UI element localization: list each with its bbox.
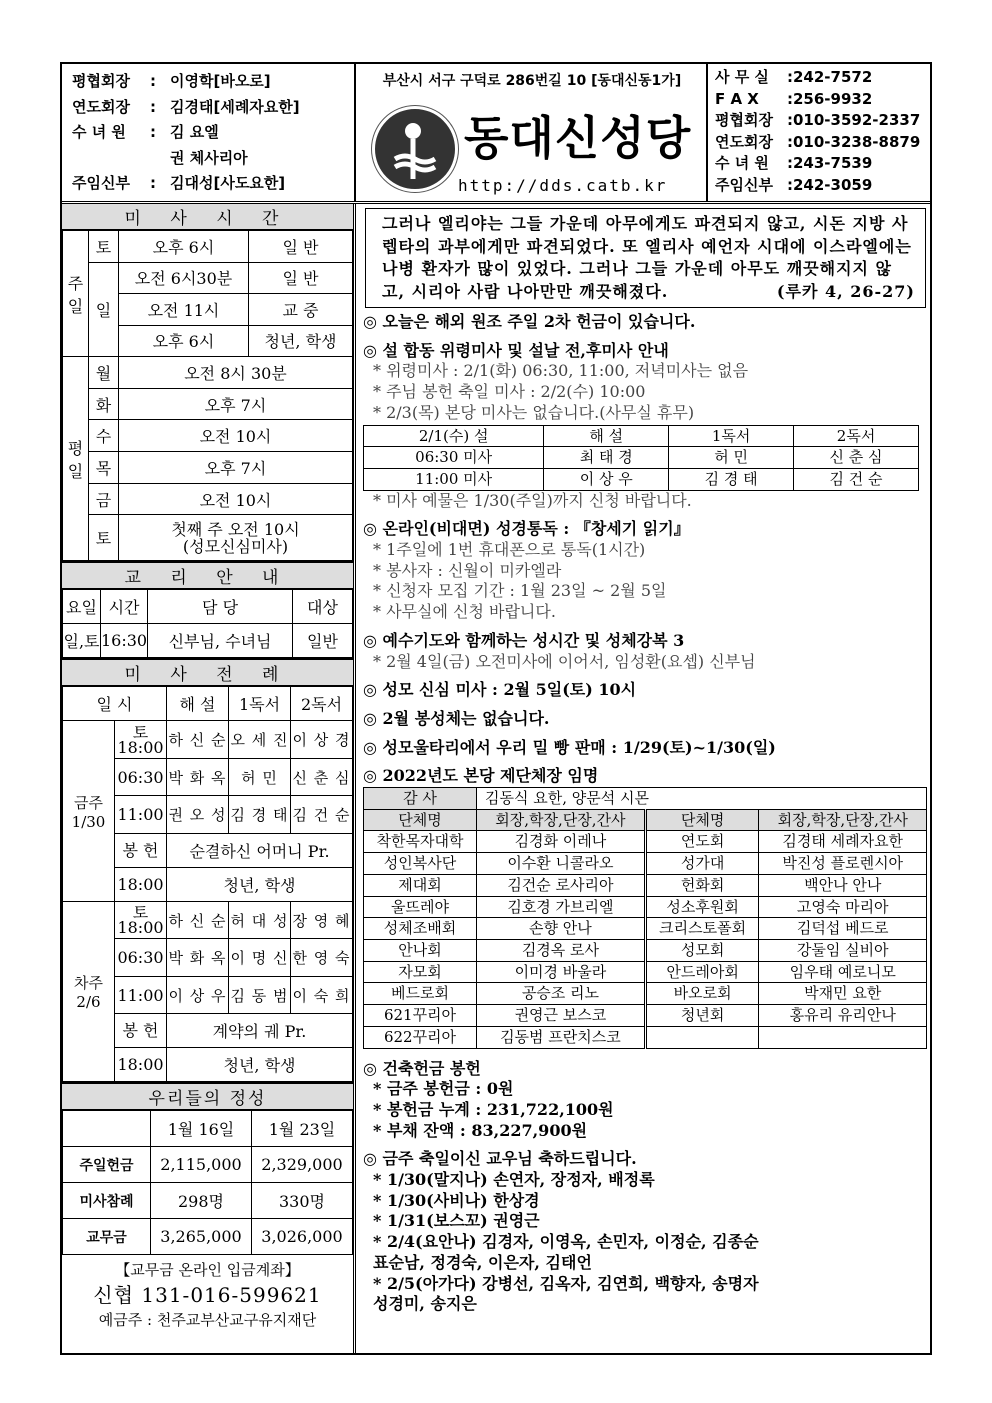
org-header: 회장,학장,단장,간사 <box>477 809 646 831</box>
offerings-title: 우리들의 정성 <box>62 1082 353 1110</box>
bulletin <box>60 62 932 1355</box>
scripture-reference: (루카 4, 26-27) <box>776 281 915 301</box>
org-name: 울뜨레야 <box>364 896 477 918</box>
day-label: 월 <box>89 357 119 389</box>
liturgy-reader: 이 숙 희 <box>291 976 353 1014</box>
offerings-label: 주일헌금 <box>63 1147 151 1183</box>
offerings-value: 3,265,000 <box>151 1219 252 1255</box>
offerings-label: 교무금 <box>63 1219 151 1255</box>
mass-table-cell: 허 민 <box>669 447 794 469</box>
colon: : <box>150 123 156 141</box>
contact-number: :256-9932 <box>787 89 873 108</box>
liturgy-time: 봉 헌 <box>115 833 167 867</box>
org-leader: 김경태 세례자요한 <box>759 831 927 853</box>
account-number: 신협 131-016-599621 <box>93 1283 322 1308</box>
mass-time: 오후 6시 <box>119 325 249 357</box>
announcement-item: * 미사 예물은 1/30(주일)까지 신청 바랍니다. <box>373 490 692 510</box>
liturgy-group: 청년, 학생 <box>167 1048 353 1082</box>
announcement-item: * 1/31(보스꼬) 권영근 <box>373 1211 540 1231</box>
org-leader: 백안나 안나 <box>759 874 927 896</box>
org-name: 베드로회 <box>364 983 477 1005</box>
liturgy-group: 순결하신 어머니 Pr. <box>167 833 353 867</box>
liturgy-reader: 이 상 우 <box>167 976 229 1014</box>
church-title-block <box>358 64 708 201</box>
org-name: 안나회 <box>364 939 477 961</box>
mass-time: 오후 7시 <box>119 452 353 484</box>
liturgy-table <box>62 686 353 1082</box>
announcement-item: * 1/30(사비나) 한상경 <box>373 1190 540 1210</box>
officer-role: 연도회장 <box>72 97 130 116</box>
contact-row <box>715 67 930 89</box>
colon: : <box>150 174 156 192</box>
org-name: 성모회 <box>645 939 759 961</box>
announcement-item: * 부채 잔액 : 83,227,900원 <box>373 1120 588 1140</box>
org-leader: 이미경 바울라 <box>477 961 646 983</box>
liturgy-reader: 허 민 <box>229 758 291 796</box>
week-label: 금주 1/30 <box>63 721 115 902</box>
announcement-item: 성경미, 송지은 <box>373 1294 477 1314</box>
liturgy-header: 일 시 <box>63 687 167 721</box>
liturgy-reader: 박 화 옥 <box>167 939 229 977</box>
contact-row <box>715 110 930 132</box>
liturgy-reader: 이 명 신 <box>229 939 291 977</box>
announcement-item: * 사무실에 신청 바랍니다. <box>373 602 556 622</box>
contact-number: :010-3592-2337 <box>787 111 921 129</box>
mass-time: 오전 11시 <box>119 294 249 326</box>
announcement-item: * 신청자 모집 기간 : 1월 23일 ~ 2월 5일 <box>373 581 667 601</box>
liturgy-reader: 권 오 성 <box>167 796 229 834</box>
organization-table <box>363 787 927 1048</box>
contact-label: 사 무 실 <box>715 68 769 86</box>
announcement-title: ◎ 설 합동 위령미사 및 설날 전,후미사 안내 <box>363 340 669 360</box>
new-year-mass-table <box>363 425 919 491</box>
officer-role: 평협회장 <box>72 72 130 90</box>
org-leader: 공승조 리노 <box>477 983 646 1005</box>
contact-row <box>715 153 930 175</box>
officer-row <box>72 146 354 172</box>
contact-number: :242-7572 <box>787 68 873 86</box>
liturgy-reader: 허 대 성 <box>229 901 291 939</box>
org-name: 청년회 <box>645 1005 759 1027</box>
liturgy-time: 토 18:00 <box>115 901 167 939</box>
mass-table-cell: 김 경 태 <box>669 468 794 490</box>
mass-table-cell: 2독서 <box>794 425 919 447</box>
contact-row <box>715 89 930 111</box>
announcement-title: ◎ 금주 축일이신 교우님 축하드립니다. <box>363 1149 637 1169</box>
liturgy-reader: 하 신 순 <box>167 721 229 759</box>
offerings-value: 330명 <box>252 1183 353 1219</box>
mass-table-cell: 김 건 순 <box>794 468 919 490</box>
org-leader: 권영근 보스코 <box>477 1005 646 1027</box>
announcement-item: * 주님 봉헌 축일 미사 : 2/2(수) 10:00 <box>373 382 646 402</box>
announcement-title: ◎ 성모울타리에서 우리 밀 빵 판매 : 1/29(토)~1/30(일) <box>363 737 776 757</box>
announcement-title: ◎ 오늘은 해외 원조 주일 2차 헌금이 있습니다. <box>363 312 696 331</box>
officers-list <box>62 64 356 201</box>
announcement-item: 표순남, 정경숙, 이은자, 김태언 <box>373 1252 592 1272</box>
contact-label: F A X <box>715 89 759 108</box>
mass-table-cell: 최 태 경 <box>544 447 669 469</box>
catechism-cell: 일,토 <box>63 624 101 658</box>
mass-table-cell: 2/1(수) 설 <box>364 425 544 447</box>
offerings-value: 2,329,000 <box>252 1147 353 1183</box>
org-leader: 김동범 프란치스코 <box>477 1026 646 1048</box>
officer-name: 김대성[사도요한] <box>170 174 286 192</box>
announcement-item: * 1주일에 1번 휴대폰으로 통독(1시간) <box>373 540 646 560</box>
org-leader: 손향 안나 <box>477 918 646 940</box>
liturgy-header: 1독서 <box>229 687 291 721</box>
church-name: 동대신성당 <box>464 111 692 165</box>
liturgy-reader: 김 건 순 <box>291 796 353 834</box>
officer-name: 김 요엘 <box>170 123 219 141</box>
announcement-item: * 봉사자 : 신월이 미카엘라 <box>373 560 562 580</box>
liturgy-time: 06:30 <box>115 939 167 977</box>
contact-label: 수 녀 원 <box>715 154 769 172</box>
officer-row <box>72 120 354 146</box>
org-leader: 강둘임 실비아 <box>759 939 927 961</box>
sunday-label: 주일 <box>63 231 89 357</box>
org-leader: 김덕섭 베드로 <box>759 918 927 940</box>
announcement-item: * 2/3(목) 본당 미사는 없습니다.(사무실 휴무) <box>373 402 695 422</box>
liturgy-time: 11:00 <box>115 976 167 1014</box>
liturgy-header: 해 설 <box>167 687 229 721</box>
account-info <box>62 1255 353 1333</box>
org-name: 성인복사단 <box>364 853 477 875</box>
offerings-value: 298명 <box>151 1183 252 1219</box>
org-leader: 고영숙 마리아 <box>759 896 927 918</box>
day-label: 수 <box>89 420 119 452</box>
officer-name: 김경태[세례자요한] <box>170 97 300 116</box>
mass-times-title: 미 사 시 간 <box>62 204 353 230</box>
catechism-header: 요일 <box>63 590 101 624</box>
officer-name: 이영학[바오로] <box>170 72 271 90</box>
org-name: 제대회 <box>364 874 477 896</box>
mass-table-cell: 1독서 <box>669 425 794 447</box>
org-leader: 박재민 요한 <box>759 983 927 1005</box>
liturgy-title: 미 사 전 례 <box>62 658 353 686</box>
mass-times-table <box>62 230 353 561</box>
liturgy-reader: 한 영 숙 <box>291 939 353 977</box>
org-name: 성소후원회 <box>645 896 759 918</box>
offerings-header <box>63 1111 151 1147</box>
org-name: 착한목자대학 <box>364 831 477 853</box>
catechism-header: 대상 <box>293 590 353 624</box>
officer-row <box>72 69 354 95</box>
announcements <box>363 312 926 1315</box>
catechism-header: 담 당 <box>148 590 293 624</box>
org-name: 크리스토폴회 <box>645 918 759 940</box>
org-leader: 김건순 로사리아 <box>477 874 646 896</box>
day-label: 금 <box>89 483 119 515</box>
liturgy-time: 06:30 <box>115 758 167 796</box>
officer-role: 수 녀 원 <box>72 123 126 141</box>
contact-number: :242-3059 <box>787 175 873 194</box>
contacts-list <box>710 64 930 196</box>
org-name: 622꾸리아 <box>364 1026 477 1048</box>
mass-type: 일 반 <box>249 231 353 263</box>
announcement-item: * 2/5(아가다) 강병선, 김옥자, 김연희, 백향자, 송명자 <box>373 1273 759 1293</box>
mass-table-cell: 신 춘 심 <box>794 447 919 469</box>
officer-role: 주임신부 <box>72 174 130 192</box>
officer-name: 권 체사리아 <box>170 148 248 167</box>
liturgy-time: 11:00 <box>115 796 167 834</box>
contact-label: 연도회장 <box>715 132 773 151</box>
announcement-title: ◎ 2022년도 본당 제단체장 임명 <box>363 766 599 786</box>
announcement-title: ◎ 2월 봉성체는 없습니다. <box>363 708 550 728</box>
liturgy-reader: 김 경 태 <box>229 796 291 834</box>
liturgy-reader: 이 상 경 <box>291 721 353 759</box>
announcement-title: ◎ 예수기도와 함께하는 성시간 및 성체강복 3 <box>363 630 685 650</box>
org-name <box>645 1026 759 1048</box>
liturgy-time: 18:00 <box>115 1048 167 1082</box>
officer-row <box>72 95 354 121</box>
mass-time: 오전 8시 30분 <box>119 357 353 389</box>
liturgy-group: 청년, 학생 <box>167 867 353 901</box>
liturgy-header: 2독서 <box>291 687 353 721</box>
announcement-item: * 1/30(말지나) 손연자, 장정자, 배정록 <box>373 1170 655 1190</box>
day-label: 일 <box>89 262 119 357</box>
announcement-title: ◎ 성모 신심 미사 : 2월 5일(토) 10시 <box>363 680 637 700</box>
liturgy-reader: 김 동 범 <box>229 976 291 1014</box>
colon: : <box>150 97 156 116</box>
org-name: 헌화회 <box>645 874 759 896</box>
org-name: 성체조배회 <box>364 918 477 940</box>
org-header: 단체명 <box>364 809 477 831</box>
org-leader: 김경옥 로사 <box>477 939 646 961</box>
day-label: 화 <box>89 388 119 420</box>
mass-table-cell: 해 설 <box>544 425 669 447</box>
org-name: 안드레아회 <box>645 961 759 983</box>
officer-role <box>72 146 150 172</box>
mass-time: 오전 10시 <box>119 420 353 452</box>
mass-table-cell: 이 상 우 <box>544 468 669 490</box>
announcement-item: * 2/4(요안나) 김경자, 이영옥, 손민자, 이정순, 김종순 <box>373 1232 759 1252</box>
auditor-names: 김동식 요한, 양문석 시몬 <box>477 788 927 810</box>
mass-time: 오후 6시 <box>119 231 249 263</box>
day-label: 토 <box>89 515 119 561</box>
announcement-item: * 위령미사 : 2/1(화) 06:30, 11:00, 저녁미사는 없음 <box>373 361 749 381</box>
mass-table-cell: 11:00 미사 <box>364 468 544 490</box>
colon <box>150 146 170 172</box>
mass-time: 첫째 주 오전 10시 (성모신심미사) <box>119 515 353 561</box>
org-leader: 홍유리 유리안나 <box>759 1005 927 1027</box>
contact-number: :010-3238-8879 <box>787 132 921 151</box>
org-name: 성가대 <box>645 853 759 875</box>
offerings-header: 1월 16일 <box>151 1111 252 1147</box>
org-leader: 박진성 플로렌시아 <box>759 853 927 875</box>
auditor-label: 감 사 <box>364 788 477 810</box>
mass-time: 오전 6시30분 <box>119 262 249 294</box>
liturgy-time: 봉 헌 <box>115 1014 167 1048</box>
contact-label: 평협회장 <box>715 111 773 129</box>
contact-label: 주임신부 <box>715 175 773 194</box>
liturgy-reader: 박 화 옥 <box>167 758 229 796</box>
mass-time: 오후 7시 <box>119 388 353 420</box>
org-name: 연도회 <box>645 831 759 853</box>
org-name: 바오로회 <box>645 983 759 1005</box>
colon: : <box>150 72 156 90</box>
liturgy-group: 계약의 궤 Pr. <box>167 1014 353 1048</box>
catechism-cell: 16:30 <box>101 624 148 658</box>
liturgy-reader: 장 영 혜 <box>291 901 353 939</box>
left-column <box>62 204 356 1353</box>
org-leader: 김경화 이레나 <box>477 831 646 853</box>
liturgy-reader: 신 춘 심 <box>291 758 353 796</box>
address: 부산시 서구 구덕로 286번길 10 [동대신동1가] <box>382 73 682 89</box>
liturgy-time: 18:00 <box>115 867 167 901</box>
catechism-header: 시간 <box>101 590 148 624</box>
account-holder: 예금주 : 천주교부산교구유지재단 <box>98 1311 317 1330</box>
org-header: 단체명 <box>645 809 759 831</box>
catechism-title: 교 리 안 내 <box>62 561 353 589</box>
mass-type: 교 중 <box>249 294 353 326</box>
weekday-label: 평일 <box>63 357 89 561</box>
account-title: 【교무금 온라인 입금계좌】 <box>115 1261 300 1280</box>
announcement-item: * 금주 봉헌금 : 0원 <box>373 1079 514 1099</box>
week-label: 차주 2/6 <box>63 901 115 1082</box>
liturgy-time: 토 18:00 <box>115 721 167 759</box>
org-leader: 김호경 가브리엘 <box>477 896 646 918</box>
day-label: 토 <box>89 231 119 263</box>
website-link[interactable]: http://dds.catb.kr <box>458 176 668 195</box>
contact-row <box>715 132 930 154</box>
catechism-table <box>62 589 353 658</box>
org-leader <box>759 1026 927 1048</box>
org-name: 자모회 <box>364 961 477 983</box>
announcement-title: ◎ 온라인(비대면) 성경통독 : 『창세기 읽기』 <box>363 519 690 539</box>
org-header: 회장,학장,단장,간사 <box>759 809 927 831</box>
offerings-value: 2,115,000 <box>151 1147 252 1183</box>
offerings-header: 1월 23일 <box>252 1111 353 1147</box>
scripture-text: 그러나 엘리야는 그들 가운데 아무에게도 파견되지 않고, 시돈 지방 사렙타의 과부에게만 파견되었다. 또 엘리사 예언자 시대에 이스라엘에는 나병 환자가 많이 있었다. 그러나 그들 가운데 아무도 깨끗해지지 않고, 시리아 사람 나아만만 깨끗해졌다. <box>382 214 912 301</box>
announcement-title: ◎ 건축헌금 봉헌 <box>363 1058 481 1078</box>
right-column <box>359 204 930 1353</box>
liturgy-reader: 하 신 순 <box>167 901 229 939</box>
offerings-table <box>62 1110 353 1255</box>
contact-number: :243-7539 <box>787 154 873 172</box>
liturgy-reader: 오 세 진 <box>229 721 291 759</box>
org-leader: 이수환 니콜라오 <box>477 853 646 875</box>
contact-row <box>715 175 930 197</box>
announcement-item: * 봉헌금 누계 : 231,722,100원 <box>373 1099 614 1119</box>
catechism-cell: 일반 <box>293 624 353 658</box>
catechism-cell: 신부님, 수녀님 <box>148 624 293 658</box>
offerings-value: 3,026,000 <box>252 1219 353 1255</box>
scripture-box <box>365 208 926 308</box>
church-logo-icon <box>372 106 458 192</box>
org-name: 621꾸리아 <box>364 1005 477 1027</box>
offerings-label: 미사참례 <box>63 1183 151 1219</box>
header <box>62 64 930 204</box>
mass-table-cell: 06:30 미사 <box>364 447 544 469</box>
officer-row <box>72 171 354 197</box>
announcement-item: * 2월 4일(금) 오전미사에 이어서, 임성환(요셉) 신부님 <box>373 651 756 671</box>
org-leader: 임우태 예로니모 <box>759 961 927 983</box>
day-label: 목 <box>89 452 119 484</box>
mass-type: 청년, 학생 <box>249 325 353 357</box>
mass-type: 일 반 <box>249 262 353 294</box>
mass-time: 오전 10시 <box>119 483 353 515</box>
